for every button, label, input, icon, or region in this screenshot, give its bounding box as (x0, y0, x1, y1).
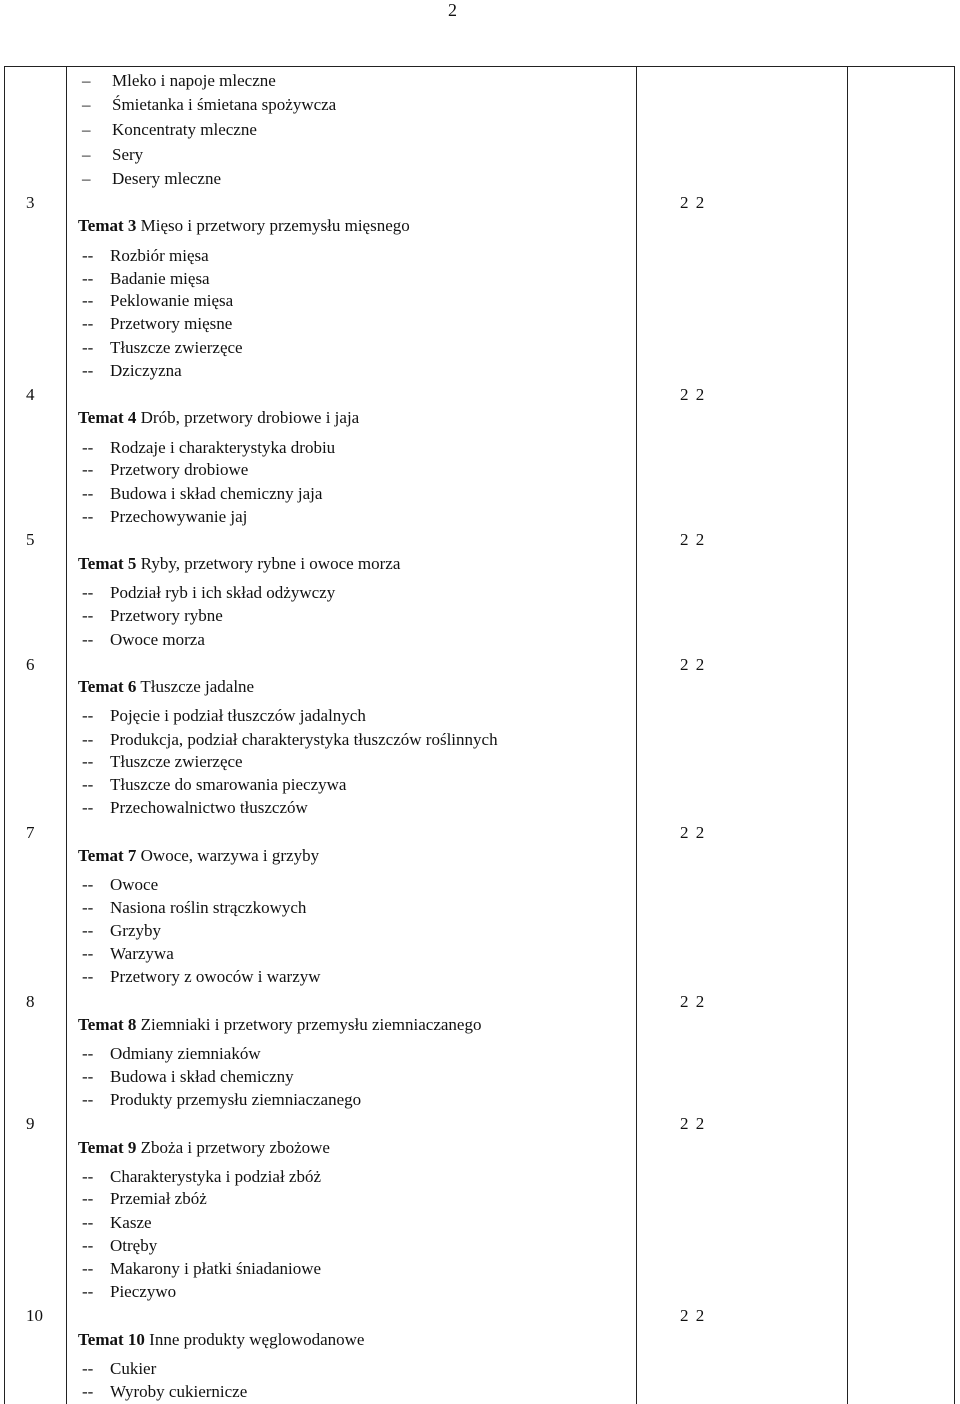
hours-value: 2 2 (680, 193, 705, 212)
dash-marker: -- (82, 967, 94, 986)
dash-marker: -- (82, 798, 94, 817)
list-item-text: Przemiał zbóż (110, 1189, 207, 1208)
topic-title: Inne produkty węglowodanowe (144, 1330, 365, 1349)
list-item (82, 269, 210, 289)
list-item (82, 752, 243, 772)
topic-title: Ziemniaki i przetwory przemysłu ziemniaczanego (136, 1015, 482, 1034)
row-number: 7 (26, 823, 35, 842)
list-item-text: Otręby (110, 1236, 158, 1255)
list-item (82, 967, 321, 987)
dash-marker: -- (82, 1236, 94, 1255)
dash-marker: -- (82, 730, 94, 749)
list-item (82, 583, 335, 603)
dash-marker: – (82, 95, 91, 114)
dash-marker: -- (82, 1282, 94, 1301)
list-item (82, 507, 247, 527)
topic-heading (78, 1138, 330, 1158)
hours-value: 2 2 (680, 823, 705, 842)
dash-marker: -- (82, 1213, 94, 1232)
row-number: 3 (26, 193, 35, 212)
list-item-text: Koncentraty mleczne (112, 120, 257, 139)
list-item-text: Przechowywanie jaj (110, 507, 248, 526)
dash-marker: – (82, 169, 91, 188)
list-item-text: Przechowalnictwo tłuszczów (110, 798, 308, 817)
topic-label: Temat 7 (78, 846, 137, 865)
topic-heading (78, 408, 359, 428)
topic-label: Temat 5 (78, 554, 137, 573)
dash-marker: -- (82, 875, 94, 894)
dash-marker: -- (82, 484, 94, 503)
list-item (82, 145, 143, 165)
list-item (82, 1067, 294, 1087)
topic-label: Temat 8 (78, 1015, 137, 1034)
list-item-text: Kasze (110, 1213, 152, 1232)
row-number: 4 (26, 385, 35, 404)
dash-marker: -- (82, 438, 94, 457)
list-item-text: Rozbiór mięsa (110, 246, 209, 265)
topic-heading (78, 1015, 481, 1035)
topic-label: Temat 10 (78, 1330, 145, 1349)
list-item-text: Tłuszcze zwierzęce (110, 338, 243, 357)
list-item (82, 338, 243, 358)
topic-label: Temat 6 (78, 677, 137, 696)
list-item (82, 120, 257, 140)
list-item-text: Budowa i skład chemiczny (110, 1067, 294, 1086)
list-item-text: Produkcja, podział charakterystyka tłuszczów roślinnych (110, 730, 498, 749)
list-item-text: Makarony i płatki śniadaniowe (110, 1259, 322, 1278)
list-item (82, 898, 306, 918)
list-item (82, 1167, 321, 1187)
list-item (82, 944, 174, 964)
list-item-text: Przetwory drobiowe (110, 460, 249, 479)
row-number: 5 (26, 530, 35, 549)
topic-heading (78, 1330, 364, 1350)
list-item (82, 71, 276, 91)
dash-marker: -- (82, 706, 94, 725)
dash-marker: – (82, 71, 91, 90)
list-item-text: Produkty przemysłu ziemniaczanego (110, 1090, 362, 1109)
list-item (82, 606, 223, 626)
dash-marker: -- (82, 1359, 94, 1378)
dash-marker: – (82, 145, 91, 164)
dash-marker: -- (82, 460, 94, 479)
list-item (82, 775, 346, 795)
dash-marker: – (82, 120, 91, 139)
topic-title: Mięso i przetwory przemysłu mięsnego (136, 216, 410, 235)
list-item-text: Badanie mięsa (110, 269, 210, 288)
list-item (82, 875, 158, 895)
dash-marker: -- (82, 944, 94, 963)
row-number: 9 (26, 1114, 35, 1133)
dash-marker: -- (82, 314, 94, 333)
column-divider (66, 66, 67, 1404)
topic-title: Drób, przetwory drobiowe i jaja (136, 408, 360, 427)
list-item-text: Przetwory z owoców i warzyw (110, 967, 321, 986)
topic-title: Tłuszcze jadalne (136, 677, 255, 696)
list-item (82, 1359, 156, 1379)
hours-value: 2 2 (680, 530, 705, 549)
list-item-text: Wyroby cukiernicze (110, 1382, 248, 1401)
dash-marker: -- (82, 507, 94, 526)
topic-title: Owoce, warzywa i grzyby (136, 846, 320, 865)
topic-title: Ryby, przetwory rybne i owoce morza (136, 554, 401, 573)
list-item (82, 921, 161, 941)
dash-marker: -- (82, 583, 94, 602)
list-item (82, 169, 221, 189)
list-item-text: Dziczyzna (110, 361, 182, 380)
list-item (82, 1189, 207, 1209)
list-item-text: Pojęcie i podział tłuszczów jadalnych (110, 706, 366, 725)
dash-marker: -- (82, 1189, 94, 1208)
list-item (82, 460, 248, 480)
list-item (82, 484, 322, 504)
dash-marker: -- (82, 1090, 94, 1109)
list-item (82, 1382, 247, 1402)
list-item (82, 1236, 157, 1256)
list-item-text: Śmietanka i śmietana spożywcza (112, 95, 337, 114)
list-item (82, 314, 232, 334)
list-item-text: Desery mleczne (112, 169, 222, 188)
column-divider (636, 66, 637, 1404)
hours-value: 2 2 (680, 992, 705, 1011)
list-item (82, 798, 308, 818)
dash-marker: -- (82, 361, 94, 380)
list-item-text: Mleko i napoje mleczne (112, 71, 276, 90)
list-item (82, 95, 336, 115)
topic-heading (78, 216, 410, 236)
list-item-text: Przetwory mięsne (110, 314, 233, 333)
list-item (82, 361, 182, 381)
list-item-text: Cukier (110, 1359, 157, 1378)
row-number: 8 (26, 992, 35, 1011)
dash-marker: -- (82, 898, 94, 917)
topic-heading (78, 554, 400, 574)
list-item (82, 438, 335, 458)
dash-marker: -- (82, 630, 94, 649)
list-item (82, 1090, 361, 1110)
dash-marker: -- (82, 269, 94, 288)
list-item (82, 1044, 261, 1064)
list-item-text: Owoce morza (110, 630, 205, 649)
list-item-text: Budowa i skład chemiczny jaja (110, 484, 323, 503)
list-item-text: Podział ryb i ich skład odżywczy (110, 583, 336, 602)
list-item (82, 706, 366, 726)
list-item-text: Tłuszcze zwierzęce (110, 752, 243, 771)
dash-marker: -- (82, 1382, 94, 1401)
column-divider (847, 66, 848, 1404)
topic-label: Temat 3 (78, 216, 137, 235)
list-item-text: Sery (112, 145, 144, 164)
hours-value: 2 2 (680, 1306, 705, 1325)
list-item-text: Grzyby (110, 921, 161, 940)
dash-marker: -- (82, 338, 94, 357)
row-number: 10 (26, 1306, 43, 1325)
topic-heading (78, 846, 319, 866)
list-item (82, 246, 209, 266)
list-item-text: Owoce (110, 875, 159, 894)
hours-value: 2 2 (680, 655, 705, 674)
list-item-text: Rodzaje i charakterystyka drobiu (110, 438, 336, 457)
list-item (82, 630, 205, 650)
dash-marker: -- (82, 291, 94, 310)
list-item-text: Przetwory rybne (110, 606, 223, 625)
topic-heading (78, 677, 254, 697)
list-item-text: Charakterystyka i podział zbóż (110, 1167, 322, 1186)
dash-marker: -- (82, 1259, 94, 1278)
page-number: 2 (448, 0, 457, 20)
hours-value: 2 2 (680, 385, 705, 404)
list-item-text: Pieczywo (110, 1282, 177, 1301)
topic-label: Temat 9 (78, 1138, 137, 1157)
dash-marker: -- (82, 921, 94, 940)
dash-marker: -- (82, 775, 94, 794)
list-item (82, 1259, 321, 1279)
list-item (82, 1282, 176, 1302)
list-item-text: Tłuszcze do smarowania pieczywa (110, 775, 347, 794)
dash-marker: -- (82, 1167, 94, 1186)
topic-label: Temat 4 (78, 408, 137, 427)
dash-marker: -- (82, 752, 94, 771)
dash-marker: -- (82, 246, 94, 265)
dash-marker: -- (82, 1067, 94, 1086)
list-item (82, 730, 498, 750)
list-item-text: Peklowanie mięsa (110, 291, 234, 310)
list-item (82, 1213, 152, 1233)
topic-title: Zboża i przetwory zbożowe (136, 1138, 330, 1157)
list-item (82, 291, 233, 311)
list-item-text: Nasiona roślin strączkowych (110, 898, 307, 917)
row-number: 6 (26, 655, 35, 674)
list-item-text: Warzywa (110, 944, 174, 963)
dash-marker: -- (82, 606, 94, 625)
hours-value: 2 2 (680, 1114, 705, 1133)
dash-marker: -- (82, 1044, 94, 1063)
list-item-text: Odmiany ziemniaków (110, 1044, 261, 1063)
